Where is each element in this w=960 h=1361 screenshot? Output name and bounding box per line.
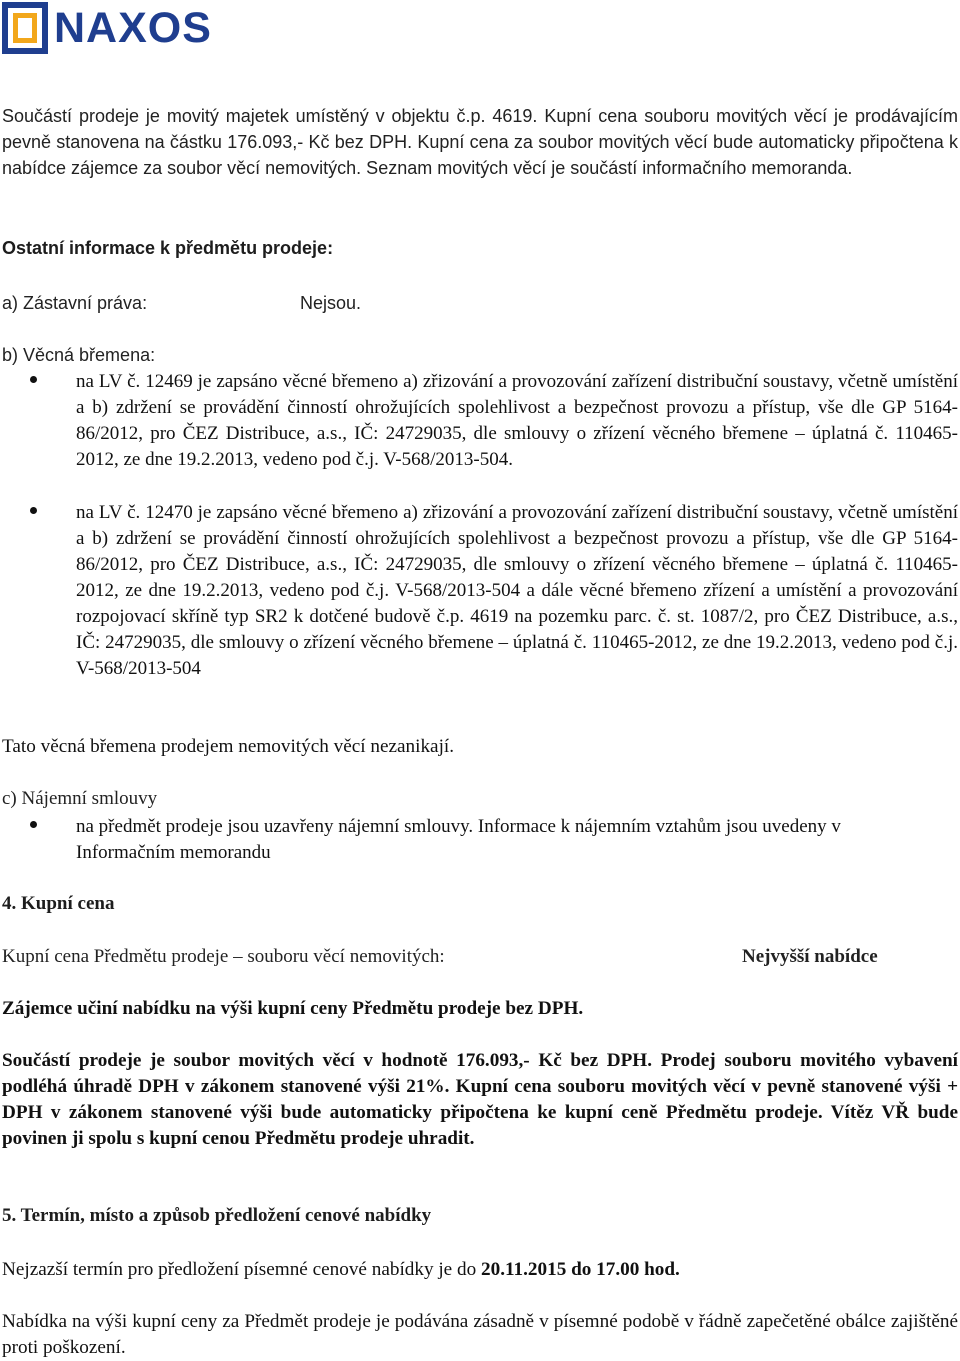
- price-row: [2, 944, 958, 970]
- price-value: Nejvyšší nabídce: [742, 946, 878, 967]
- price-label: Kupní cena Předmětu prodeje – souboru věcí nemovitých:: [2, 946, 445, 967]
- submission-note: Nabídka na výši kupní ceny za Předmět prodeje je podávána zásadně v písemné podobě v řádně zapečetěné obálce zajištěné proti poškození.: [2, 1311, 958, 1358]
- liens-label: a) Zástavní práva:: [2, 293, 148, 313]
- liens-row: [2, 290, 602, 316]
- naxos-logo: [2, 2, 212, 54]
- other-info-heading: Ostatní informace k předmětu prodeje:: [2, 238, 334, 258]
- easements-note: Tato věcná břemena prodejem nemovitých věcí nezanikají.: [2, 736, 455, 757]
- list-item: [30, 369, 958, 499]
- liens-value: Nejsou.: [300, 293, 362, 313]
- easements-label: b) Věcná břemena:: [2, 345, 156, 365]
- naxos-logo-icon: [2, 2, 48, 54]
- list-item: [30, 814, 958, 866]
- section-5-heading: 5. Termín, místo a způsob předložení cenové nabídky: [2, 1205, 432, 1226]
- bullet-icon: [30, 376, 37, 383]
- movables-note: Součástí prodeje je soubor movitých věcí v hodnotě 176.093,- Kč bez DPH. Prodej souboru movitého vybavení podléhá úhradě DPH v zákonem stanovené výši 21%. Kupní cena souboru movitých věcí v pevně stanovené výši + DPH v zákonem stanovené výši bude automaticky připočtena ke kupní ceně Předmětu prodeje. Vítěz VŘ bude povinen ji spolu s kupní cenou Předmětu prodeje uhradit.: [2, 1050, 958, 1149]
- deadline-prefix: Nejzazší termín pro předložení písemné cenové nabídky je do: [2, 1259, 481, 1280]
- bullet-icon: [30, 821, 37, 828]
- offer-note: Zájemce učiní nabídku na výši kupní ceny Předmětu prodeje bez DPH.: [2, 998, 584, 1019]
- logo-text: NAXOS: [54, 4, 212, 52]
- list-item: [30, 500, 958, 708]
- deadline-value: 20.11.2015 do 17.00 hod.: [481, 1259, 680, 1280]
- easement-item-2: na LV č. 12470 je zapsáno věcné břemeno a) zřizování a provozování zařízení distribuční soustavy, včetně umístění a b) zdržení se provádění činností ohrožujících spolehlivost a bezpečnost provozu a přístup, vše dle GP 5164-86/2012, pro ČEZ Distribuce, a.s., IČ: 24729035, dle smlouvy o zřízení věcného břemene – úplatná č. 110465-2012, ze dne 19.2.2013, vedeno pod č.j. V-568/2013-504 a dále věcné břemeno zřízení a umístění a provozování rozpojovací skříně typ SR2 k dotčené budově č.p. 4619 na pozemku parc. č. st. 1087/2, pro ČEZ Distribuce, a.s., IČ: 24729035, dle smlouvy o zřízení věcného břemene – úplatná č. 110465-2012, ze dne 19.2.2013, vedeno pod č.j. V-568/2013-504: [76, 502, 958, 679]
- intro-paragraph: Součástí prodeje je movitý majetek umístěný v objektu č.p. 4619. Kupní cena souboru movitých věcí je prodávajícím pevně stanovena na částku 176.093,- Kč bez DPH. Kupní cena za soubor movitých věcí bude automaticky připočtena k nabídce zájemce za soubor věcí nemovitých. Seznam movitých věcí je součástí informačního memoranda.: [2, 106, 958, 178]
- section-4-heading: 4. Kupní cena: [2, 893, 115, 914]
- lease-item-1: na předmět prodeje jsou uzavřeny nájemní smlouvy. Informace k nájemním vztahům jsou uvedeny v Informačním memorandu: [76, 816, 841, 863]
- deadline-paragraph: [2, 1257, 958, 1283]
- leases-label: c) Nájemní smlouvy: [2, 788, 158, 809]
- bullet-icon: [30, 507, 37, 514]
- easement-item-1: na LV č. 12469 je zapsáno věcné břemeno a) zřizování a provozování zařízení distribuční soustavy, včetně umístění a b) zdržení se provádění činností ohrožujících spolehlivost a bezpečnost provozu a přístup, vše dle GP 5164-86/2012, pro ČEZ Distribuce, a.s., IČ: 24729035, dle smlouvy o zřízení věcného břemene – úplatná č. 110465-2012, ze dne 19.2.2013, vedeno pod č.j. V-568/2013-504.: [76, 371, 958, 470]
